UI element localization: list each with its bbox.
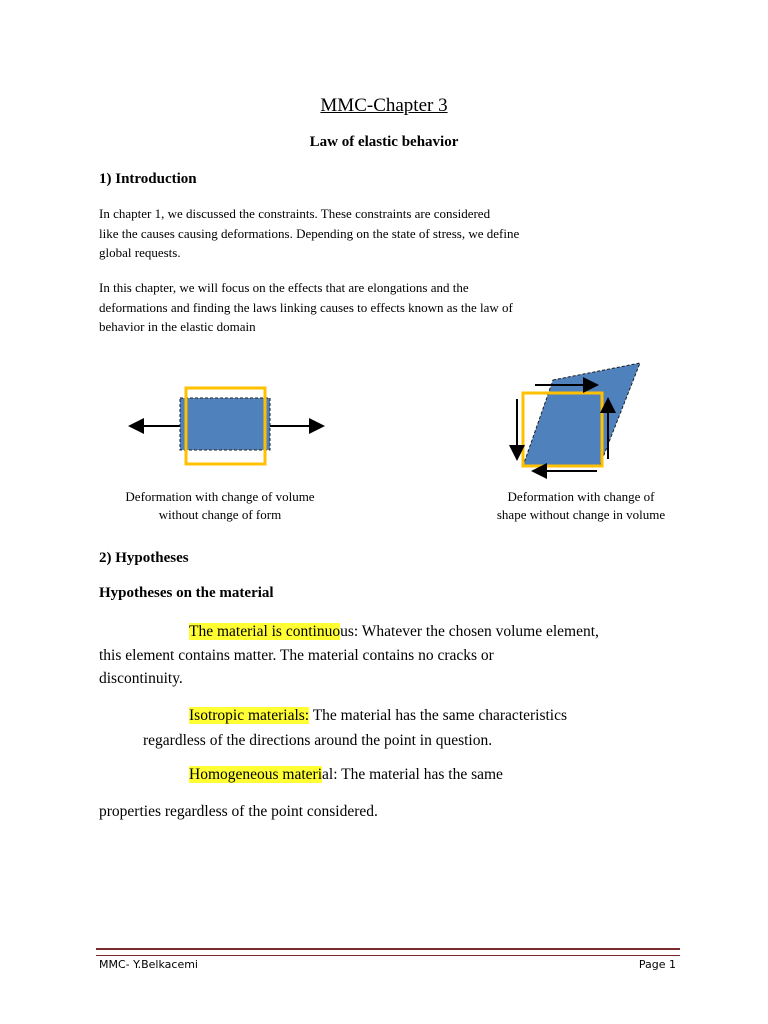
footer-rule: [96, 948, 680, 956]
intro-paragraph-2: [99, 278, 513, 337]
text-line: global requests.: [99, 245, 181, 260]
text-line: deformations and finding the laws linking causes to effects known as the law of: [99, 299, 513, 315]
hypothesis-homogeneous: [189, 763, 503, 787]
section-introduction-heading: 1) Introduction: [99, 171, 197, 187]
hypothesis-continuous-line2: this element contains matter. The material contains no cracks or: [99, 647, 494, 664]
deformed-rectangle: [180, 398, 270, 450]
caption-line: Deformation with change of volume: [125, 489, 315, 504]
hypothesis-isotropic: [189, 704, 567, 728]
highlighted-term: Homogeneous materi: [189, 766, 323, 783]
figure-volume-change: [120, 380, 340, 470]
hypothesis-text: The material has the same characteristics: [309, 707, 568, 724]
caption-line: without change of form: [158, 507, 282, 522]
highlighted-term: Isotropic materials:: [189, 707, 310, 724]
footer-page-number: Page 1: [638, 958, 676, 971]
hypothesis-continuous: [189, 620, 599, 644]
figure-1-caption: [100, 488, 340, 524]
text-line: behavior in the elastic domain: [99, 319, 256, 334]
text-line: In chapter 1, we discussed the constraints. These constraints are considered: [99, 206, 491, 221]
caption-line: Deformation with change of: [507, 489, 655, 504]
intro-paragraph-1: [99, 204, 519, 263]
footer-author: MMC- Y.Belkacemi: [99, 958, 198, 971]
hypothesis-homogeneous-line2: properties regardless of the point considered.: [99, 803, 378, 820]
hypothesis-text: al: The material has the same: [322, 766, 503, 783]
caption-line: shape without change in volume: [496, 507, 666, 522]
highlighted-term: The material is continuo: [189, 623, 341, 640]
text-line: like the causes causing deformations. Depending on the state of stress, we define: [99, 225, 520, 241]
page-title: MMC-Chapter 3: [320, 95, 448, 116]
hypothesis-text: us: Whatever the chosen volume element,: [340, 623, 599, 640]
figure-shape-change: [505, 355, 655, 480]
subsection-material-heading: Hypotheses on the material: [99, 585, 274, 601]
chapter-subtitle: Law of elastic behavior: [309, 134, 459, 150]
hypothesis-isotropic-line2: regardless of the directions around the point in question.: [143, 732, 493, 749]
section-hypotheses-heading: 2) Hypotheses: [99, 550, 189, 566]
figure-2-caption: [462, 488, 700, 524]
text-line: In this chapter, we will focus on the effects that are elongations and the: [99, 280, 469, 295]
hypothesis-continuous-line3: discontinuity.: [99, 670, 183, 687]
sheared-parallelogram: [523, 363, 640, 466]
